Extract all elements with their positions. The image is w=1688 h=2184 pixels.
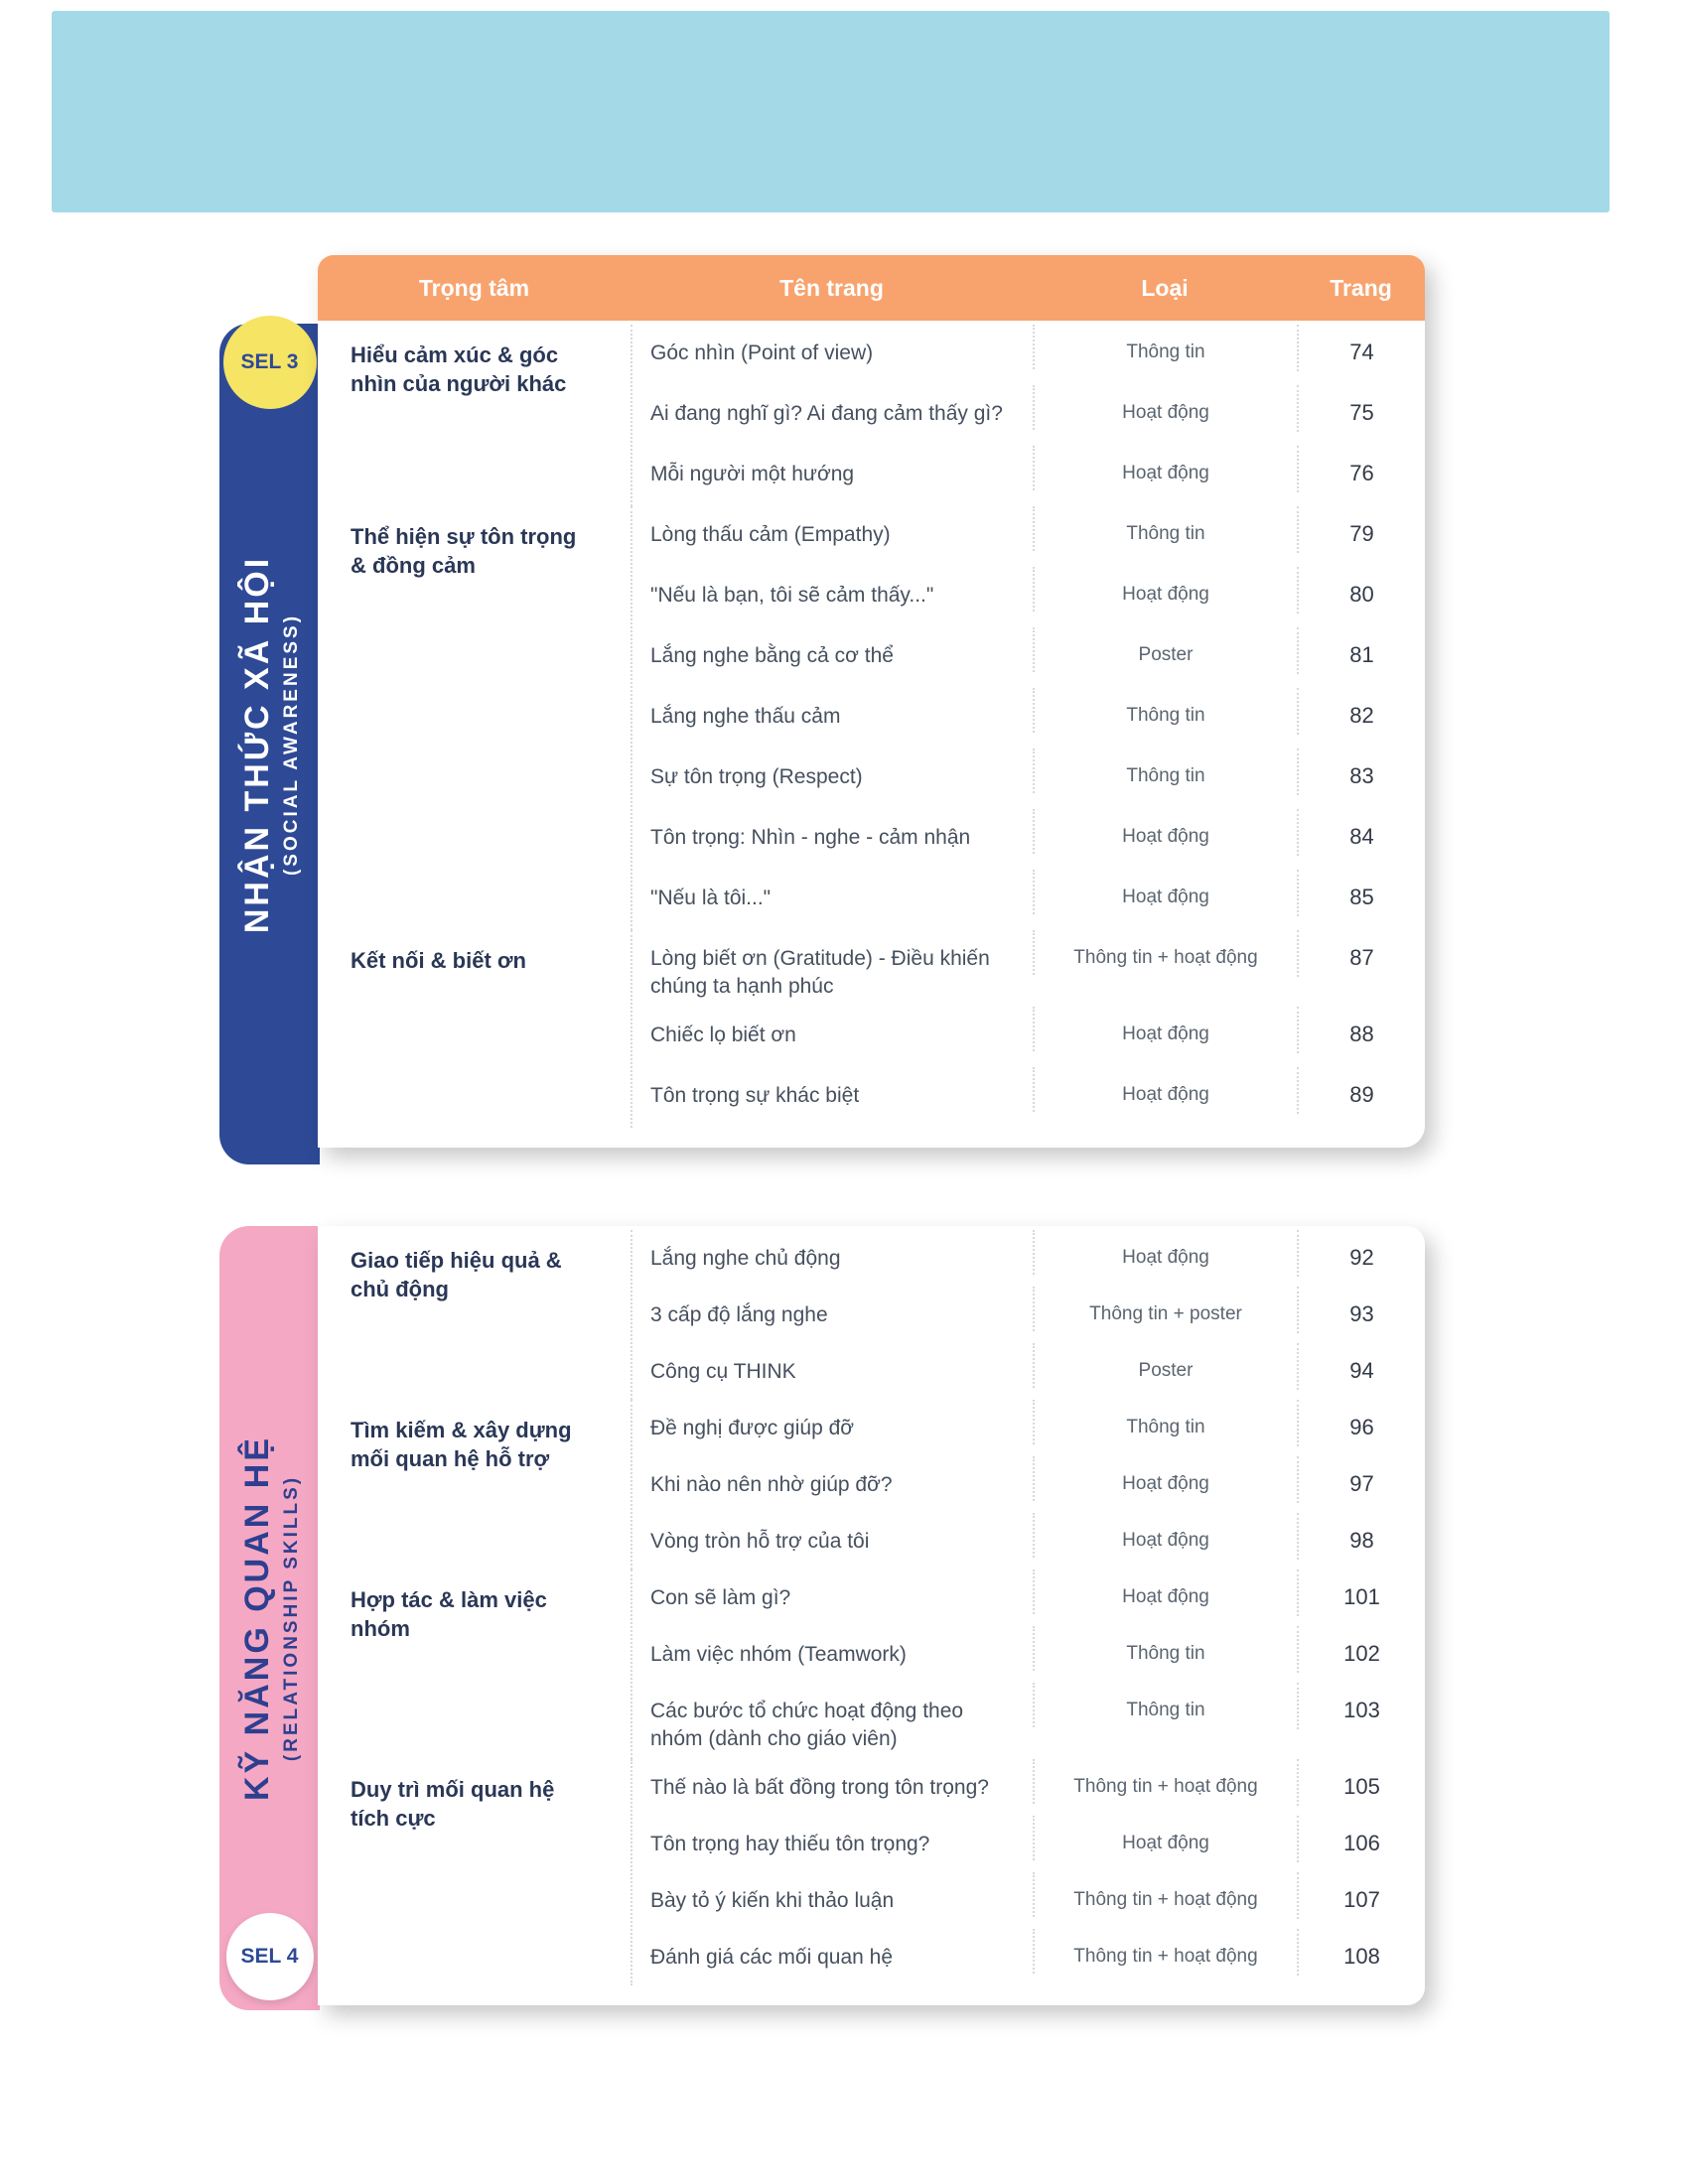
entry-title: Lắng nghe chủ động [650, 1247, 841, 1270]
entry-type: Thông tin [1033, 506, 1297, 551]
sel4-badge: SEL 4 [226, 1913, 314, 2000]
entry-title: Thế nào là bất đồng trong tôn trọng? [650, 1776, 989, 1799]
entry-type: Hoạt động [1033, 870, 1297, 914]
entry-page: 88 [1297, 1007, 1425, 1053]
top-banner [52, 11, 1610, 212]
entry-page: 82 [1297, 688, 1425, 735]
toc-row [633, 1067, 1425, 1128]
focus-label: Duy trì mối quan hệ tích cực [351, 1777, 555, 1831]
toc-row [633, 325, 1425, 385]
sidebar-vertical-text [235, 1435, 305, 1801]
entry-title: Khi nào nên nhờ giúp đỡ? [650, 1473, 893, 1496]
entry-title: Đánh giá các mối quan hệ [650, 1946, 893, 1969]
entry-type: Thông tin [1033, 1626, 1297, 1671]
toc-group [318, 930, 1425, 1128]
group-rows [631, 1400, 1425, 1570]
entry-page: 93 [1297, 1287, 1425, 1333]
entry-page: 84 [1297, 809, 1425, 856]
entry-title: Ai đang nghĩ gì? Ai đang cảm thấy gì? [650, 402, 1003, 425]
entry-title: Các bước tổ chức hoạt động theo nhóm (dành cho giáo viên) [650, 1700, 964, 1750]
focus-label: Kết nối & biết ơn [351, 948, 526, 973]
entry-title: Vòng tròn hỗ trợ của tôi [650, 1530, 870, 1553]
sidebar-title: NHẬN THỨC XÃ HỘI [237, 555, 276, 933]
table-header-row [318, 255, 1425, 321]
toc-row [633, 1230, 1425, 1287]
toc-group [318, 1759, 1425, 1985]
entry-type: Hoạt động [1033, 1816, 1297, 1860]
entry-page: 79 [1297, 506, 1425, 553]
toc-row [633, 1872, 1425, 1929]
entry-type: Thông tin + hoạt động [1033, 1759, 1297, 1804]
toc-row [633, 1343, 1425, 1400]
column-header-type: Loại [1141, 274, 1189, 301]
column-header-page: Trang [1330, 274, 1392, 301]
toc-row [633, 1007, 1425, 1067]
focus-label: Giao tiếp hiệu quả & chủ động [351, 1248, 562, 1301]
entry-title: Tôn trọng sự khác biệt [650, 1084, 860, 1107]
entry-title: Mỗi người một hướng [650, 463, 855, 485]
toc-row [633, 1287, 1425, 1343]
entry-type: Hoạt động [1033, 446, 1297, 490]
entry-type: Hoạt động [1033, 1067, 1297, 1112]
group-rows [631, 1570, 1425, 1759]
entry-page: 105 [1297, 1759, 1425, 1806]
entry-page: 89 [1297, 1067, 1425, 1114]
sidebar-relationship-skills [219, 1226, 320, 2010]
entry-title: Con sẽ làm gì? [650, 1586, 791, 1609]
sidebar-subtitle: (RELATIONSHIP SKILLS) [280, 1474, 302, 1762]
toc-group [318, 1230, 1425, 1400]
entry-title: Công cụ THINK [650, 1360, 796, 1383]
toc-row [633, 1816, 1425, 1872]
entry-page: 74 [1297, 325, 1425, 371]
table-body-sel3 [318, 321, 1425, 1148]
entry-page: 106 [1297, 1816, 1425, 1862]
entry-title: 3 cấp độ lắng nghe [650, 1303, 828, 1326]
entry-title: Lòng thấu cảm (Empathy) [650, 523, 891, 546]
entry-type: Hoạt động [1033, 1513, 1297, 1558]
entry-type: Thông tin [1033, 1683, 1297, 1727]
entry-page: 83 [1297, 749, 1425, 795]
entry-type: Thông tin [1033, 688, 1297, 733]
entry-title: Góc nhìn (Point of view) [650, 341, 874, 364]
entry-type: Thông tin [1033, 1400, 1297, 1444]
entry-title: Lòng biết ơn (Gratitude) - Điều khiến chúng ta hạnh phúc [650, 947, 990, 998]
entry-title: Tôn trọng hay thiếu tôn trọng? [650, 1833, 930, 1855]
entry-page: 87 [1297, 930, 1425, 977]
entry-page: 75 [1297, 385, 1425, 432]
group-rows [631, 506, 1425, 930]
toc-row [633, 1626, 1425, 1683]
entry-page: 107 [1297, 1872, 1425, 1919]
column-header-name: Tên trang [779, 274, 884, 301]
entry-page: 80 [1297, 567, 1425, 614]
toc-row [633, 446, 1425, 506]
group-rows [631, 1759, 1425, 1985]
entry-type: Hoạt động [1033, 1570, 1297, 1614]
entry-page: 76 [1297, 446, 1425, 492]
sidebar-subtitle: (SOCIAL AWARENESS) [280, 613, 302, 876]
toc-row [633, 1513, 1425, 1570]
entry-title: Lắng nghe bằng cả cơ thể [650, 644, 894, 667]
entry-type: Hoạt động [1033, 1456, 1297, 1501]
entry-type: Hoạt động [1033, 567, 1297, 612]
focus-label: Hiểu cảm xúc & góc nhìn của người khác [351, 342, 567, 396]
sidebar-social-awareness [219, 324, 320, 1164]
entry-title: Làm việc nhóm (Teamwork) [650, 1643, 907, 1666]
entry-title: Đề nghị được giúp đỡ [650, 1417, 855, 1439]
entry-page: 96 [1297, 1400, 1425, 1446]
group-rows [631, 325, 1425, 506]
entry-type: Hoạt động [1033, 1230, 1297, 1275]
toc-group [318, 325, 1425, 506]
entry-type: Thông tin + hoạt động [1033, 1929, 1297, 1974]
toc-row [633, 385, 1425, 446]
toc-row [633, 1929, 1425, 1985]
entry-type: Thông tin + hoạt động [1033, 930, 1297, 975]
entry-page: 101 [1297, 1570, 1425, 1616]
toc-row [633, 1570, 1425, 1626]
entry-type: Hoạt động [1033, 385, 1297, 430]
entry-page: 92 [1297, 1230, 1425, 1277]
toc-table-sel3 [318, 255, 1425, 1148]
entry-page: 103 [1297, 1683, 1425, 1729]
sidebar-title: KỸ NĂNG QUAN HỆ [237, 1434, 276, 1802]
toc-row [633, 749, 1425, 809]
entry-title: "Nếu là tôi..." [650, 887, 772, 909]
toc-row [633, 1759, 1425, 1816]
entry-title: Tôn trọng: Nhìn - nghe - cảm nhận [650, 826, 971, 849]
sel3-badge: SEL 3 [223, 316, 317, 409]
toc-row [633, 1456, 1425, 1513]
toc-row [633, 870, 1425, 930]
focus-label: Hợp tác & làm việc nhóm [351, 1587, 547, 1641]
entry-title: Bày tỏ ý kiến khi thảo luận [650, 1889, 895, 1912]
entry-type: Thông tin [1033, 325, 1297, 369]
focus-label: Tìm kiếm & xây dựng mối quan hệ hỗ trợ [351, 1418, 572, 1471]
table-body-sel4 [318, 1226, 1425, 2005]
toc-row [633, 930, 1425, 1007]
toc-row [633, 567, 1425, 627]
toc-group [318, 1570, 1425, 1759]
entry-page: 108 [1297, 1929, 1425, 1976]
toc-row [633, 1683, 1425, 1759]
entry-title: Chiếc lọ biết ơn [650, 1024, 796, 1046]
toc-row [633, 688, 1425, 749]
toc-table-sel4 [318, 1226, 1425, 2005]
entry-type: Poster [1033, 627, 1297, 672]
entry-type: Thông tin + hoạt động [1033, 1872, 1297, 1917]
entry-page: 102 [1297, 1626, 1425, 1673]
entry-page: 97 [1297, 1456, 1425, 1503]
entry-type: Hoạt động [1033, 809, 1297, 854]
entry-title: "Nếu là bạn, tôi sẽ cảm thấy..." [650, 584, 934, 607]
sidebar-vertical-text [235, 555, 305, 932]
entry-type: Hoạt động [1033, 1007, 1297, 1051]
entry-page: 81 [1297, 627, 1425, 674]
entry-type: Poster [1033, 1343, 1297, 1388]
group-rows [631, 930, 1425, 1128]
entry-title: Lắng nghe thấu cảm [650, 705, 841, 728]
entry-page: 94 [1297, 1343, 1425, 1390]
entry-type: Thông tin [1033, 749, 1297, 793]
toc-row [633, 627, 1425, 688]
entry-page: 98 [1297, 1513, 1425, 1560]
column-header-focus: Trọng tâm [418, 274, 530, 301]
toc-group [318, 1400, 1425, 1570]
toc-row [633, 1400, 1425, 1456]
toc-group [318, 506, 1425, 930]
focus-label: Thể hiện sự tôn trọng & đồng cảm [351, 524, 577, 578]
group-rows [631, 1230, 1425, 1400]
entry-page: 85 [1297, 870, 1425, 916]
toc-row [633, 809, 1425, 870]
entry-title: Sự tôn trọng (Respect) [650, 765, 863, 788]
entry-type: Thông tin + poster [1033, 1287, 1297, 1331]
toc-row [633, 506, 1425, 567]
